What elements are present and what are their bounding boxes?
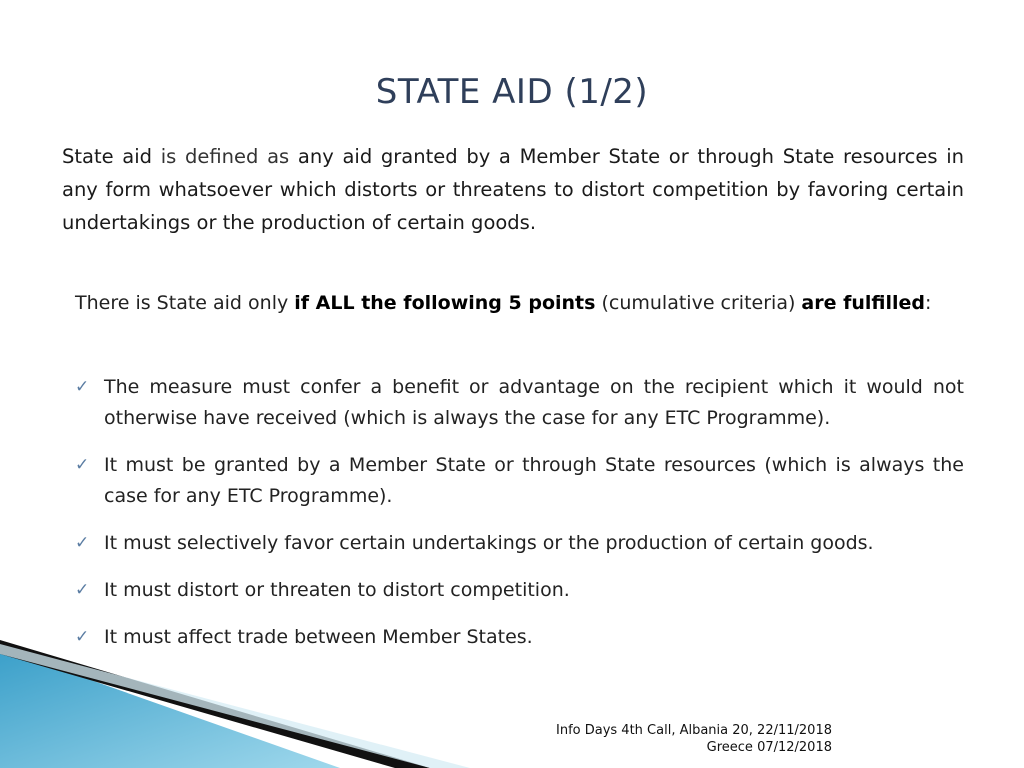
criterion-text: The measure must confer a benefit or advantage on the recipient which it would not otherwise have received (which is always the case for any ETC Programme). [104,376,964,429]
criterion-text: It must selectively favor certain undertakings or the production of certain goods. [104,532,874,554]
definition-text: any aid granted by a Member State or through State resources in any form whatsoever which distorts or threatens to distort competition by favoring certain undertakings or the production of certain goods. [62,145,965,234]
term-state-aid: State aid [62,145,153,168]
list-item [75,622,964,653]
criterion-text: It must be granted by a Member State or through State resources (which is always the case for any ETC Programme). [104,454,964,507]
lead-middle: (cumulative criteria) [595,292,802,314]
footer-line-2: Greece 07/12/2018 [706,740,832,755]
definition-paragraph [62,140,964,239]
check-icon: ✓ [75,377,90,397]
list-item [75,575,964,606]
footer-note [556,722,832,756]
list-item [75,528,964,559]
criteria-list [75,372,964,669]
criterion-text: It must distort or threaten to distort competition. [104,579,570,601]
lead-emphasis: if ALL the following 5 points [294,292,596,314]
check-icon: ✓ [75,533,90,553]
check-icon: ✓ [75,627,90,647]
definition-connector: is defined as [152,145,298,168]
lead-emphasis-2: are fulfilled [801,292,926,314]
lead-suffix: : [925,292,932,314]
list-item [75,450,964,512]
lead-prefix: There is State aid only [75,292,295,314]
criteria-lead [75,290,964,317]
check-icon: ✓ [75,580,90,600]
footer-line-1: Info Days 4th Call, Albania 20, 22/11/2018 [556,723,832,738]
list-item [75,372,964,434]
criterion-text: It must affect trade between Member States. [104,626,533,648]
page-title: STATE AID (1/2) [375,72,649,112]
check-icon: ✓ [75,455,90,475]
